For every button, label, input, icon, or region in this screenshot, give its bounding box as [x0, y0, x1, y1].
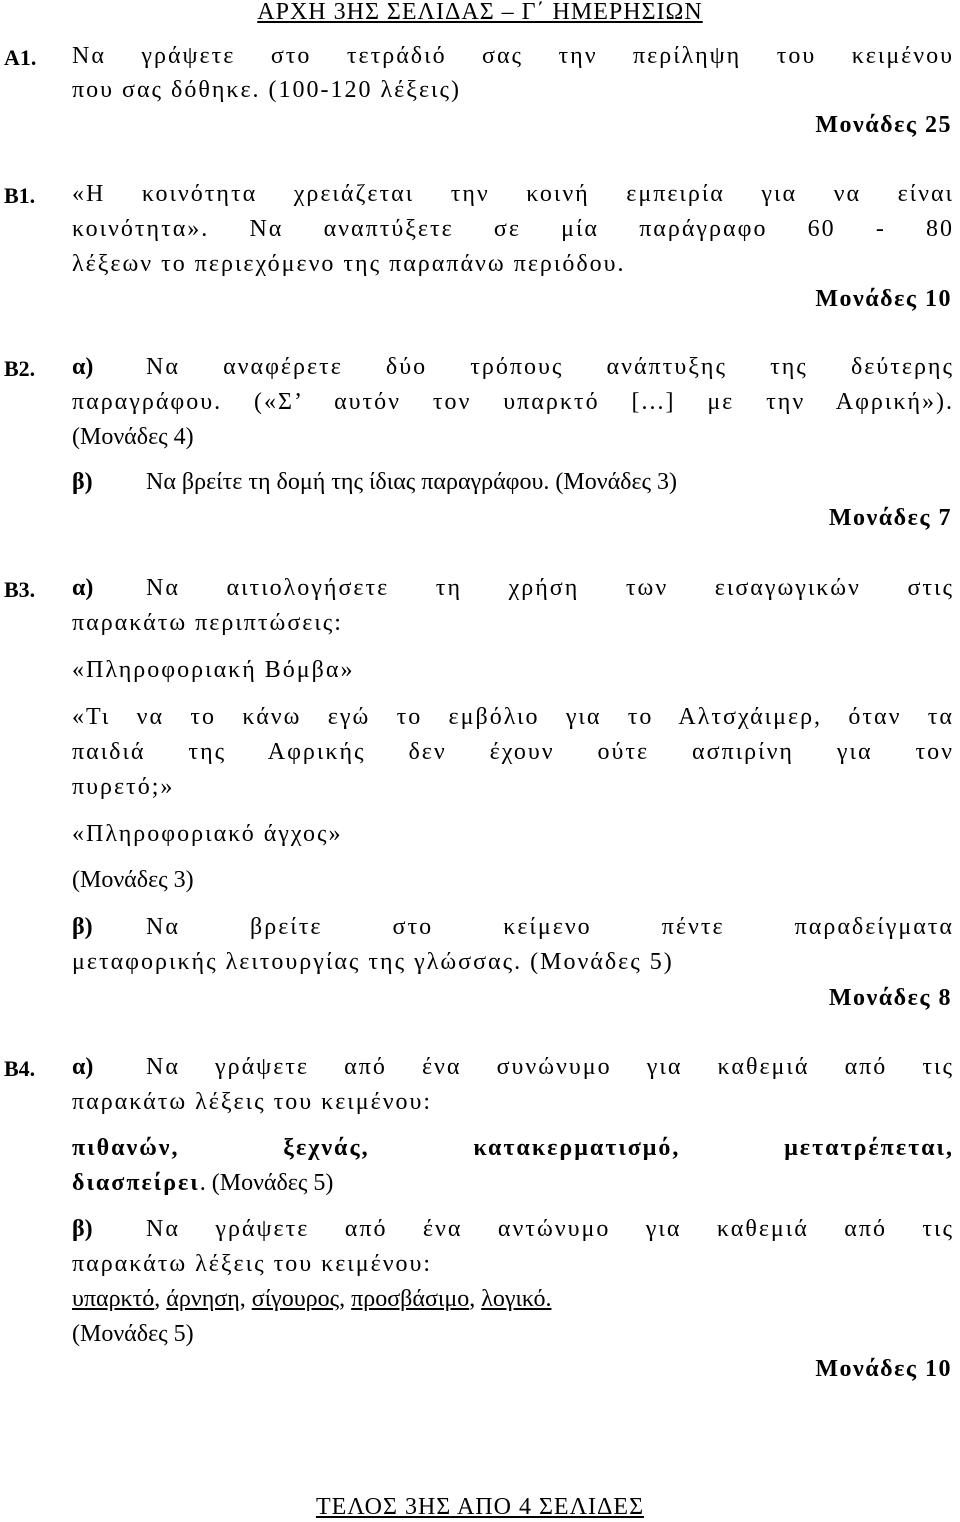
b4-synonym-words: πιθανών, ξεχνάς, κατακερματισμό, μετατρέπεται,	[72, 1135, 954, 1161]
synonym-word: πιθανών	[72, 1135, 172, 1161]
b4-antonym-words: υπαρκτό, άρνηση, σίγουρος, προσβάσιμο, λογικό.	[72, 1286, 552, 1312]
question-label-a1: Α1.	[4, 45, 37, 70]
b3-marks: Μονάδες 8	[828, 985, 952, 1011]
b4-synonym-last-line: διασπείρει. (Μονάδες 5)	[72, 1170, 334, 1196]
b3-b-text-line1: Να βρείτε στο κείμενο πέντε παραδείγματα	[146, 914, 954, 940]
b1-text-line1: «Η κοινότητα χρειάζεται την κοινή εμπειρία για να είναι	[72, 181, 954, 207]
b2-b-label: β)	[72, 469, 93, 495]
b4-b-label: β)	[72, 1216, 93, 1242]
b1-text-line2: κοινότητα». Να αναπτύξετε σε μία παράγραφο 60 - 80	[72, 216, 954, 242]
b3-a-marks: (Μονάδες 3)	[72, 867, 194, 893]
synonym-word: διασπείρει	[72, 1170, 200, 1196]
question-label-b3: Β3.	[4, 577, 36, 602]
question-label-b2: Β2.	[4, 356, 36, 381]
question-label-b1: Β1.	[4, 183, 36, 208]
b3-quote-2-line1: «Τι να το κάνω εγώ το εμβόλιο για το Αλτσχάιμερ, όταν τα	[72, 704, 954, 730]
b2-marks: Μονάδες 7	[828, 505, 952, 531]
antonym-word: λογικό.	[481, 1286, 552, 1312]
antonym-word: σίγουρος	[251, 1286, 340, 1312]
synonym-word: κατακερματισμό	[473, 1135, 673, 1161]
a1-marks: Μονάδες 25	[815, 112, 952, 138]
a1-text-line1: Να γράψετε στο τετράδιό σας την περίληψη του κειμένου	[72, 43, 954, 69]
b2-a-text-line2: παραγράφου. («Σ’ αυτόν τον υπαρκτό [...] με την Αφρική»).	[72, 389, 954, 415]
b4-a-text-line2: παρακάτω λέξεις του κειμένου:	[72, 1089, 433, 1115]
b4-b-marks: (Μονάδες 5)	[72, 1321, 194, 1347]
page-header: ΑΡΧΗ 3ΗΣ ΣΕΛΙΔΑΣ – Γ΄ ΗΜΕΡΗΣΙΩΝ	[257, 0, 703, 25]
b4-a-text-line1: Να γράψετε από ένα συνώνυμο για καθεμιά από τις	[146, 1054, 954, 1080]
b3-quote-2-line2: παιδιά της Αφρικής δεν έχουν ούτε ασπιρίνη για τον	[72, 739, 954, 765]
b3-b-label: β)	[72, 914, 93, 940]
b3-a-label: α)	[72, 575, 94, 601]
b1-marks: Μονάδες 10	[815, 286, 952, 312]
question-label-b4: Β4.	[4, 1056, 36, 1081]
b3-quote-2-line3: πυρετό;»	[72, 774, 175, 800]
b2-b-text: Να βρείτε τη δομή της ίδιας παραγράφου. (Μονάδες 3)	[146, 469, 678, 495]
b4-a-marks: (Μονάδες 5)	[211, 1170, 334, 1196]
antonym-word: προσβάσιμο	[351, 1286, 470, 1312]
antonym-word: υπαρκτό	[72, 1286, 155, 1312]
b4-b-text-line2: παρακάτω λέξεις του κειμένου:	[72, 1251, 433, 1277]
b3-b-text-line2: μεταφορικής λειτουργίας της γλώσσας. (Μονάδες 5)	[72, 949, 674, 975]
b2-a-marks: (Μονάδες 4)	[72, 424, 194, 450]
b1-text-line3: λέξεων το περιεχόμενο της παραπάνω περιόδου.	[72, 251, 626, 277]
synonym-word: μετατρέπεται	[784, 1135, 946, 1161]
b3-quote-1: «Πληροφοριακή Βόμβα»	[72, 657, 355, 683]
b3-quote-3: «Πληροφοριακό άγχος»	[72, 821, 343, 847]
synonym-word: ξεχνάς	[283, 1135, 362, 1161]
page-footer: ΤΕΛΟΣ 3ΗΣ ΑΠΟ 4 ΣΕΛΙΔΕΣ	[315, 1494, 645, 1520]
b4-marks: Μονάδες 10	[815, 1356, 952, 1382]
b3-a-text-line1: Να αιτιολογήσετε τη χρήση των εισαγωγικών στις	[146, 575, 954, 601]
b2-a-text-line1: Να αναφέρετε δύο τρόπους ανάπτυξης της δεύτερης	[146, 354, 954, 380]
b2-a-label: α)	[72, 354, 94, 380]
b4-b-text-line1: Να γράψετε από ένα αντώνυμο για καθεμιά από τις	[146, 1216, 954, 1242]
b4-a-label: α)	[72, 1054, 94, 1080]
antonym-word: άρνηση	[166, 1286, 240, 1312]
b3-a-text-line2: παρακάτω περιπτώσεις:	[72, 610, 343, 636]
a1-text-line2: που σας δόθηκε. (100-120 λέξεις)	[72, 77, 461, 103]
